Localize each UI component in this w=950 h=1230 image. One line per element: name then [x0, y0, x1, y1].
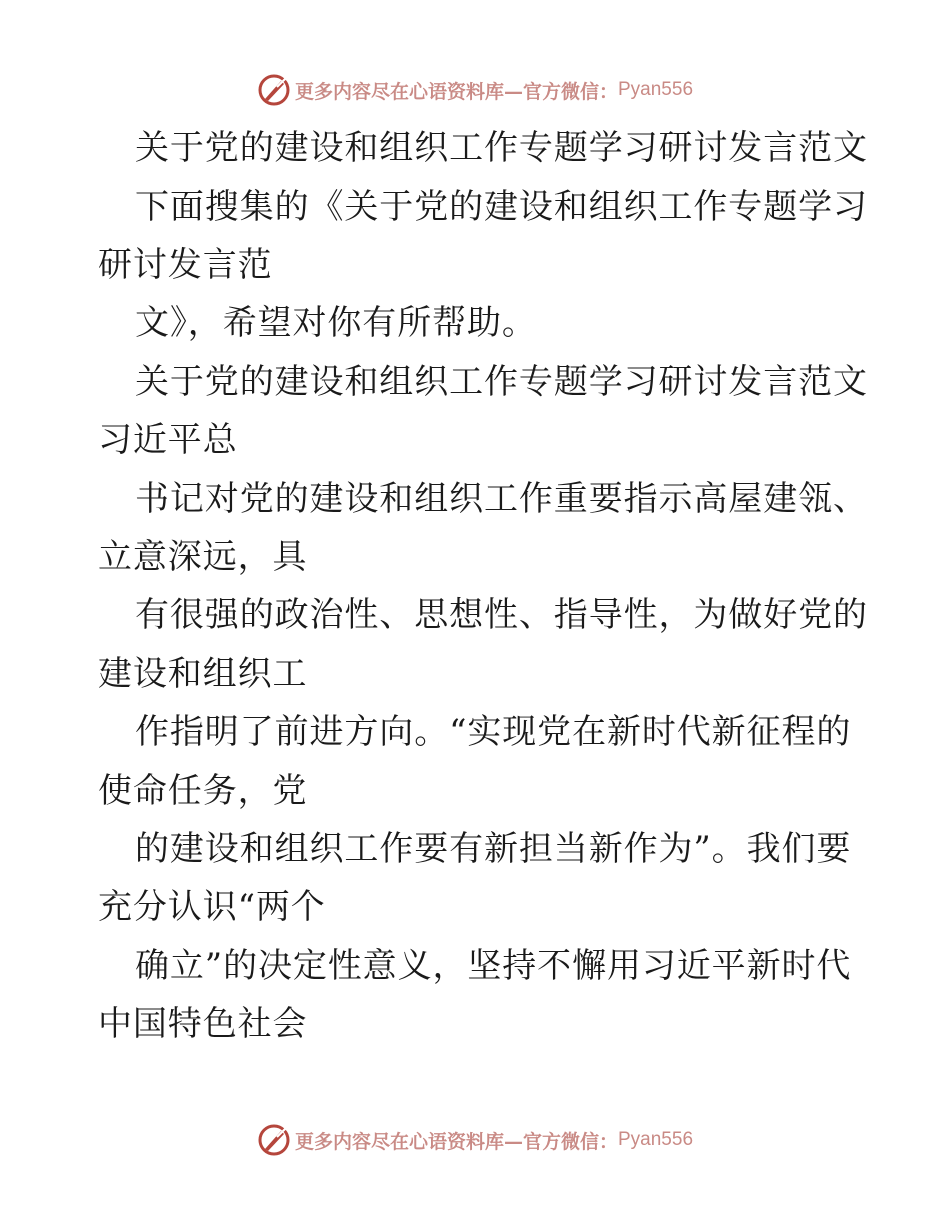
body-line: 下面搜集的《关于党的建设和组织工作专题学习	[135, 187, 868, 227]
header-watermark	[0, 70, 950, 110]
watermark-text: 更多内容尽在心语资料库—官方微信：	[294, 1130, 618, 1153]
body-line: 的建设和组织工作要有新担当新作为”。我们要	[135, 829, 852, 869]
body-line: 习近平总	[98, 420, 238, 460]
body-line: 充分认识“两个	[98, 887, 326, 927]
body-line: 中国特色社会	[98, 1004, 308, 1044]
body-line: 书记对党的建设和组织工作重要指示高屋建瓴、	[135, 479, 868, 519]
body-line: 立意深远，具	[98, 537, 308, 577]
quill-pen-logo-icon	[257, 73, 291, 107]
document-title: 关于党的建设和组织工作专题学习研讨发言范文	[135, 128, 868, 168]
body-line: 使命任务，党	[98, 771, 308, 811]
body-line: 有很强的政治性、思想性、指导性，为做好党的	[135, 595, 868, 635]
body-line: 研讨发言范	[98, 245, 273, 285]
footer-watermark	[0, 1120, 950, 1160]
body-line: 关于党的建设和组织工作专题学习研讨发言范文	[135, 362, 868, 402]
body-line: 作指明了前进方向。“实现党在新时代新征程的	[135, 712, 852, 752]
watermark-code: Pyan556	[618, 1129, 694, 1150]
body-line: 确立”的决定性意义，坚持不懈用习近平新时代	[135, 946, 852, 986]
watermark-code: Pyan556	[618, 79, 694, 100]
quill-pen-logo-icon	[257, 1123, 291, 1157]
watermark-text: 更多内容尽在心语资料库—官方微信：	[294, 80, 618, 103]
body-line: 文》，希望对你有所帮助。	[135, 303, 537, 343]
body-line: 建设和组织工	[98, 654, 308, 694]
